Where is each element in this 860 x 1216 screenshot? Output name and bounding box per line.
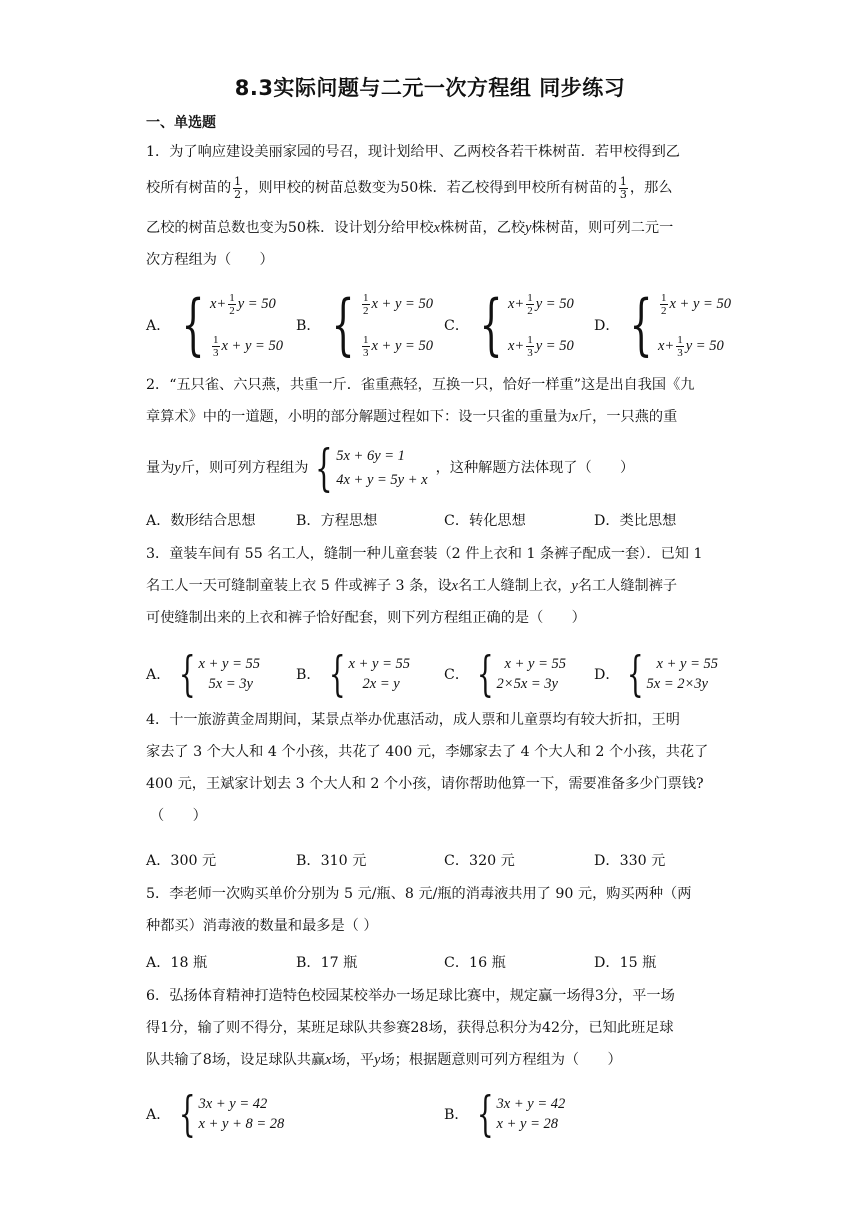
q4-option-b[interactable]: B．310 元 — [296, 853, 367, 869]
q6-option-a[interactable]: A． { 3x + y = 42 x + y + 8 = 28 — [146, 1086, 285, 1142]
q3-line-2: 名工人一天可缝制童装上衣 5 件或裤子 3 条，设x名工人缝制上衣，y名工人缝制裤子 — [146, 578, 678, 594]
q3-line-1: 3．童装车间有 55 名工人，缝制一种儿童套装（2 件上衣和 1 条裤子配成一套）．已知 1 — [146, 546, 703, 562]
q3-option-a[interactable]: A． { x + y = 55 5x = 3y — [146, 646, 260, 702]
q3-option-b[interactable]: B． { x + y = 55 2x = y — [296, 646, 410, 702]
question-4 — [146, 704, 714, 832]
fraction-third: $\frac{1}{3}$ — [619, 174, 627, 201]
q6-line-1: 6．弘扬体育精神打造特色校园某校举办一场足球比赛中，规定赢一场得3分，平一场 — [146, 988, 675, 1004]
q1-line-1: 1．为了响应建设美丽家园的号召，现计划给甲、乙两校各若干株树苗．若甲校得到乙 — [146, 144, 680, 160]
q2-line-2: 章算术》中的一道题，小明的部分解题过程如下：设一只雀的重量为x斤，一只燕的重 — [146, 409, 678, 425]
q1-option-b[interactable]: B． { $\frac{1}{2}$ x + y = 50 $\frac{1}{3}$ x + y = 50 — [296, 286, 433, 363]
question-2 — [146, 369, 714, 433]
q5-option-d[interactable]: D．15 瓶 — [594, 955, 657, 971]
q3-line-3: 可使缝制出来的上衣和裤子恰好配套，则下列方程组正确的是（ ） — [146, 610, 586, 626]
q5-option-a[interactable]: A．18 瓶 — [146, 955, 208, 971]
question-1 — [146, 136, 714, 276]
q2-line-1: 2．“五只雀、六只燕，共重一斤．雀重燕轻，互换一只，恰好一样重”这是出自我国《九 — [146, 377, 695, 393]
question-6 — [146, 980, 714, 1076]
q1-option-c[interactable]: C． { x+ $\frac{1}{2}$ y = 50 x+ $\frac{1}{3}$ y = 50 — [444, 286, 574, 363]
q4-option-d[interactable]: D．330 元 — [594, 853, 666, 869]
q4-line-1: 4．十一旅游黄金周期间，某景点举办优惠活动，成人票和儿童票均有较大折扣，王明 — [146, 712, 680, 728]
q6-line-2: 得1分，输了则不得分，某班足球队共参赛28场，获得总积分为42分，已知此班足球 — [146, 1020, 674, 1036]
q2-option-d[interactable]: D．类比思想 — [594, 513, 677, 529]
q3-option-d[interactable]: D． { x + y = 55 5x = 2×3y — [594, 646, 718, 702]
q4-line-4: （ ） — [150, 808, 207, 824]
q4-line-3: 400 元，王斌家计划去 3 个大人和 2 个小孩，请你帮助他算一下，需要准备多少门票钱? — [146, 776, 704, 792]
q1-line-2: 校所有树苗的 $\frac{1}{2}$ ，则甲校的树苗总数变为50株．若乙校得到甲校所有树苗的 $\frac{1}{3}$ ，那么 — [146, 174, 673, 201]
section-title: 一、单选题 — [146, 115, 216, 131]
page-title: 8.3实际问题与二元一次方程组 同步练习 — [234, 76, 626, 100]
question-5 — [146, 878, 714, 942]
fraction-half: $\frac{1}{2}$ — [234, 174, 242, 201]
q6-line-3: 队共输了8场，设足球队共赢x场，平y场；根据题意则可列方程组为（ ） — [146, 1052, 622, 1068]
q1-option-d[interactable]: D． { $\frac{1}{2}$ x + y = 50 x+ $\frac{1}{3}$ y = 50 — [594, 286, 731, 363]
q4-option-a[interactable]: A．300 元 — [146, 853, 217, 869]
q6-option-b[interactable]: B． { 3x + y = 42 x + y = 28 — [444, 1086, 566, 1142]
q5-line-1: 5．李老师一次购买单价分别为 5 元/瓶、8 元/瓶的消毒液共用了 90 元，购买两种（两 — [146, 886, 692, 902]
question-3 — [146, 538, 714, 634]
q3-option-c[interactable]: C． { x + y = 55 2×5x = 3y — [444, 646, 566, 702]
q1-line-4: 次方程组为（ ） — [146, 252, 274, 268]
q4-line-2: 家去了 3 个大人和 4 个小孩，共花了 400 元，李娜家去了 4 个大人和 2 个小孩，共花了 — [146, 744, 709, 760]
q4-option-c[interactable]: C．320 元 — [444, 853, 515, 869]
q1-line-3: 乙校的树苗总数也变为50株．设计划分给甲校x株树苗，乙校y株树苗，则可列二元一 — [146, 220, 674, 236]
q2-line-3: 量为 y 斤，则可列方程组为 { 5x + 6y = 1 4x + y = 5y + x ，这种解题方法体现了（ ） — [146, 439, 635, 497]
q2-option-c[interactable]: C．转化思想 — [444, 513, 526, 529]
q5-option-b[interactable]: B．17 瓶 — [296, 955, 358, 971]
q1-option-a[interactable]: A． { x+ $\frac{1}{2}$ y = 50 $\frac{1}{3}$ x + y = 50 — [146, 286, 283, 363]
q5-line-2: 种都买）消毒液的数量和最多是（ ） — [146, 918, 378, 934]
q2-option-b[interactable]: B．方程思想 — [296, 513, 378, 529]
q2-option-a[interactable]: A．数形结合思想 — [146, 513, 256, 529]
q5-option-c[interactable]: C．16 瓶 — [444, 955, 506, 971]
